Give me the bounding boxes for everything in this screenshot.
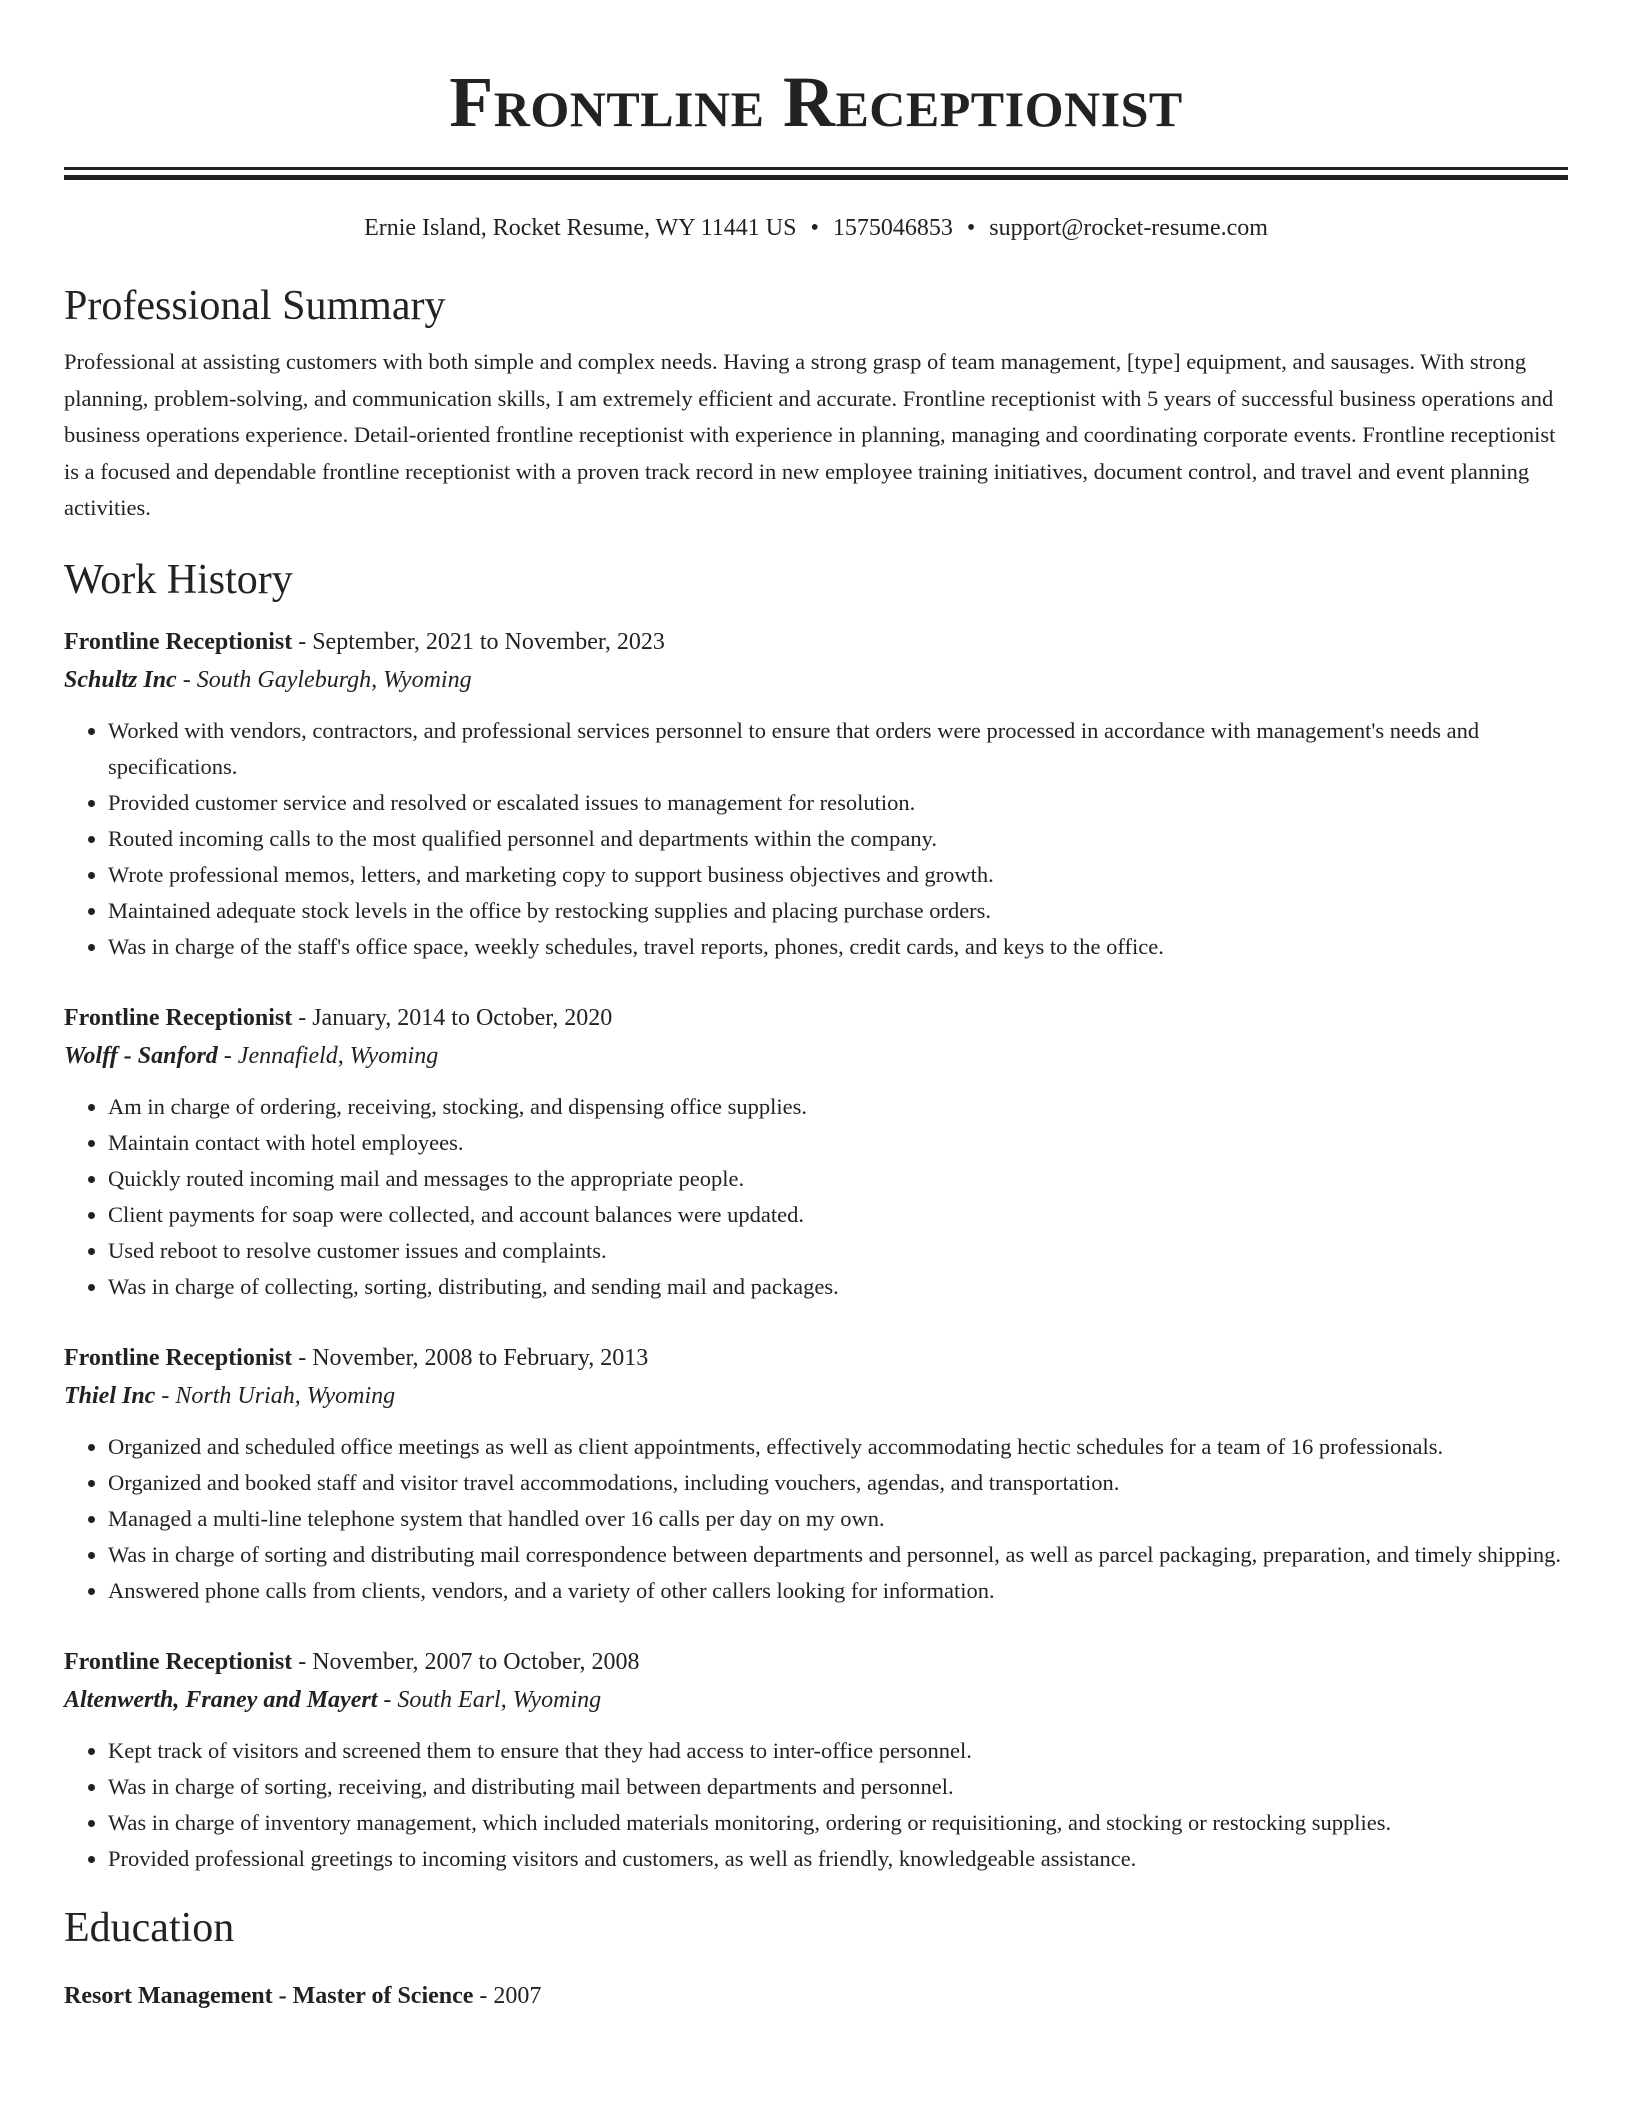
duty-item: • Provided professional greetings to incoming visitors and customers, as well as friendly, knowledgeable assistance.	[108, 1841, 1568, 1877]
job-dash: -	[292, 628, 313, 655]
duty-item: • Used reboot to resolve customer issues and complaints.	[108, 1233, 1568, 1269]
duty-item: • Maintained adequate stock levels in the office by restocking supplies and placing purchase orders.	[108, 893, 1568, 929]
title-rule-bottom	[64, 175, 1568, 180]
education-degree: Resort Management - Master of Science	[64, 1982, 474, 2009]
duty-item: • Maintain contact with hotel employees.	[108, 1125, 1568, 1161]
company-dash: -	[176, 666, 197, 693]
contact-separator: •	[810, 215, 819, 241]
job-dates: November, 2007 to October, 2008	[312, 1648, 640, 1675]
job-entry	[64, 1339, 1568, 1609]
job-entry	[64, 999, 1568, 1305]
duty-list	[64, 1429, 1568, 1609]
job-dates: September, 2021 to November, 2023	[312, 628, 665, 655]
duty-item: • Organized and scheduled office meetings as well as client appointments, effectively accommodating hectic schedules for a team of 16 professionals.	[108, 1429, 1568, 1465]
duty-item: • Managed a multi-line telephone system that handled over 16 calls per day on my own.	[108, 1501, 1568, 1537]
duty-item: • Worked with vendors, contractors, and professional services personnel to ensure that orders were processed in accordance with management's needs and specifications.	[108, 713, 1568, 785]
job-dash: -	[292, 1004, 313, 1031]
job-title-line	[64, 1339, 1568, 1377]
job-title: Frontline Receptionist	[64, 1344, 293, 1371]
work-history-heading: Work History	[64, 556, 293, 603]
company-name: Schultz Inc	[64, 666, 177, 693]
company-location: South Earl, Wyoming	[397, 1686, 602, 1713]
job-title-line	[64, 623, 1568, 661]
duty-item: • Wrote professional memos, letters, and marketing copy to support business objectives and growth.	[108, 857, 1568, 893]
company-name: Altenwerth, Franey and Mayert	[64, 1686, 378, 1713]
job-dates: November, 2008 to February, 2013	[312, 1344, 649, 1371]
job-list	[64, 623, 1568, 1877]
duty-item: • Kept track of visitors and screened them to ensure that they had access to inter-office personnel.	[108, 1733, 1568, 1769]
duty-list	[64, 713, 1568, 965]
summary-text: Professional at assisting customers with both simple and complex needs. Having a strong grasp of team management, [type] equipment, and sausages. With strong planning, problem-solving, and communication skills, I am extremely efficient and accurate. Frontline receptionist with 5 years of successful business operations and business operations experience. Detail-oriented frontline receptionist with experience in planning, managing and coordinating corporate events. Frontline receptionist is a focused and dependable frontline receptionist with a proven track record in new employee training initiatives, document control, and travel and event planning activities.	[64, 349, 1556, 520]
job-entry	[64, 1643, 1568, 1877]
duty-item: • Routed incoming calls to the most qualified personnel and departments within the company.	[108, 821, 1568, 857]
summary-heading: Professional Summary	[64, 283, 446, 329]
company-name: Thiel Inc	[64, 1382, 156, 1409]
duty-item: • Provided customer service and resolved or escalated issues to management for resolution.	[108, 785, 1568, 821]
company-line	[64, 661, 1568, 699]
company-location: North Uriah, Wyoming	[175, 1382, 396, 1409]
job-title: Frontline Receptionist	[64, 1648, 293, 1675]
education-dash: -	[473, 1982, 494, 2009]
duty-item: • Am in charge of ordering, receiving, stocking, and dispensing office supplies.	[108, 1089, 1568, 1125]
job-title: Frontline Receptionist	[64, 1004, 293, 1031]
company-name: Wolff - Sanford	[64, 1042, 218, 1069]
title-rule-top	[64, 167, 1568, 170]
duty-list	[64, 1733, 1568, 1877]
duty-item: • Was in charge of sorting and distributing mail correspondence between departments and personnel, as well as parcel packaging, preparation, and timely shipping.	[108, 1537, 1568, 1573]
job-title: Frontline Receptionist	[64, 628, 293, 655]
company-location: South Gayleburgh, Wyoming	[196, 666, 472, 693]
duty-item: • Was in charge of collecting, sorting, distributing, and sending mail and packages.	[108, 1269, 1568, 1305]
job-dates: January, 2014 to October, 2020	[312, 1004, 613, 1031]
job-title-line	[64, 1643, 1568, 1681]
duty-item: • Was in charge of sorting, receiving, and distributing mail between departments and personnel.	[108, 1769, 1568, 1805]
duty-item: • Quickly routed incoming mail and messages to the appropriate people.	[108, 1161, 1568, 1197]
company-dash: -	[155, 1382, 176, 1409]
job-title-line	[64, 999, 1568, 1037]
contact-email: support@rocket-resume.com	[989, 215, 1268, 241]
company-location: Jennafield, Wyoming	[237, 1042, 439, 1069]
contact-line	[64, 210, 1568, 246]
contact-separator: •	[966, 215, 976, 241]
duty-list	[64, 1089, 1568, 1305]
duty-item: • Client payments for soap were collected, and account balances were updated.	[108, 1197, 1568, 1233]
contact-phone: 1575046853	[832, 215, 953, 241]
resume-title: Frontline Receptionist	[449, 62, 1183, 142]
company-line	[64, 1037, 1568, 1075]
job-entry	[64, 623, 1568, 965]
duty-item: • Answered phone calls from clients, vendors, and a variety of other callers looking for information.	[108, 1573, 1568, 1609]
education-year: 2007	[493, 1982, 542, 2009]
contact-address: Ernie Island, Rocket Resume, WY 11441 US	[364, 215, 797, 241]
company-line	[64, 1681, 1568, 1719]
job-dash: -	[292, 1648, 313, 1675]
duty-item: • Organized and booked staff and visitor travel accommodations, including vouchers, agendas, and transportation.	[108, 1465, 1568, 1501]
duty-item: • Was in charge of the staff's office space, weekly schedules, travel reports, phones, credit cards, and keys to the office.	[108, 929, 1568, 965]
education-heading: Education	[64, 1904, 235, 1951]
company-line	[64, 1377, 1568, 1415]
company-dash: -	[377, 1686, 398, 1713]
company-dash: -	[217, 1042, 238, 1069]
education-line	[64, 1977, 1568, 2015]
resume-page	[64, 0, 1568, 2015]
duty-item: • Was in charge of inventory management, which included materials monitoring, ordering or requisitioning, and stocking or restocking supplies.	[108, 1805, 1568, 1841]
job-dash: -	[292, 1344, 313, 1371]
